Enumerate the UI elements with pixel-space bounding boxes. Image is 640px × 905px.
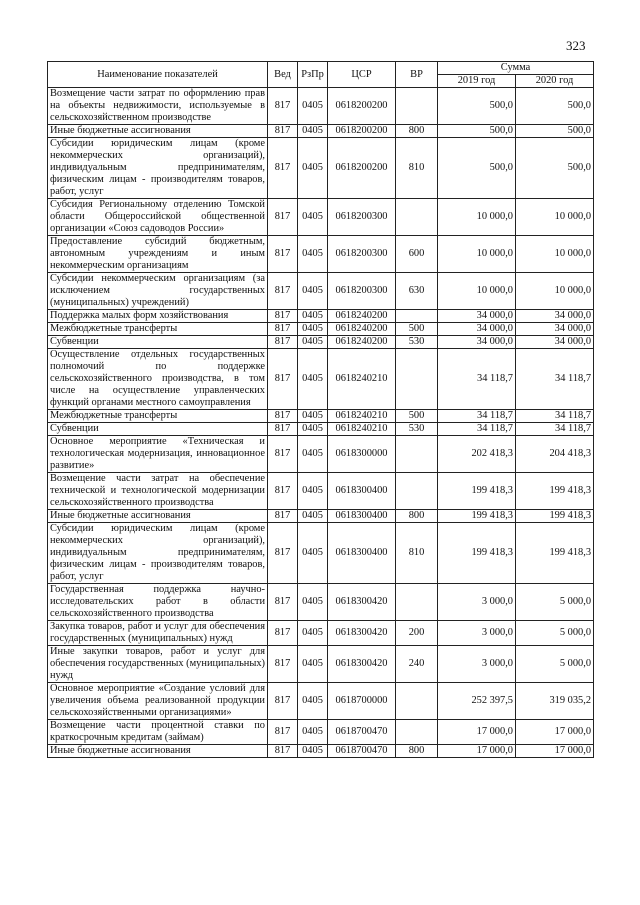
row-name: Закупка товаров, работ и услуг для обеспечения государственных (муниципальных) нужд xyxy=(48,621,268,646)
row-ved: 817 xyxy=(268,683,298,720)
row-ved: 817 xyxy=(268,720,298,745)
row-csr: 0618200300 xyxy=(328,236,396,273)
row-vr: 530 xyxy=(396,423,438,436)
row-vr xyxy=(396,349,438,410)
table-row xyxy=(48,236,594,273)
row-csr: 0618200200 xyxy=(328,88,396,125)
row-sum-2019: 500,0 xyxy=(438,125,516,138)
row-ved: 817 xyxy=(268,310,298,323)
row-sum-2019: 34 118,7 xyxy=(438,423,516,436)
row-name: Иные закупки товаров, работ и услуг для обеспечения государственных (муниципальных) нужд xyxy=(48,646,268,683)
row-csr: 0618200300 xyxy=(328,199,396,236)
row-rzpr: 0405 xyxy=(298,410,328,423)
row-csr: 0618200300 xyxy=(328,273,396,310)
row-vr: 800 xyxy=(396,510,438,523)
row-rzpr: 0405 xyxy=(298,510,328,523)
row-name: Возмещение части затрат по оформлению прав на объекты недвижимости, используемые в сельскохозяйственном производстве xyxy=(48,88,268,125)
row-csr: 0618200200 xyxy=(328,138,396,199)
page-number: 323 xyxy=(566,38,586,53)
row-sum-2020: 10 000,0 xyxy=(516,236,594,273)
row-vr: 530 xyxy=(396,336,438,349)
row-sum-2019: 34 000,0 xyxy=(438,323,516,336)
row-vr xyxy=(396,88,438,125)
table-row xyxy=(48,436,594,473)
row-ved: 817 xyxy=(268,436,298,473)
table-row xyxy=(48,621,594,646)
header-year-2019: 2019 год xyxy=(438,75,516,88)
budget-table xyxy=(47,61,594,758)
row-rzpr: 0405 xyxy=(298,349,328,410)
row-ved: 817 xyxy=(268,125,298,138)
row-sum-2020: 34 000,0 xyxy=(516,336,594,349)
table-row xyxy=(48,646,594,683)
table-row xyxy=(48,310,594,323)
table-row xyxy=(48,423,594,436)
table-row xyxy=(48,349,594,410)
row-rzpr: 0405 xyxy=(298,584,328,621)
row-csr: 0618240210 xyxy=(328,410,396,423)
row-name: Субсидии юридическим лицам (кроме некоммерческих организаций), индивидуальным предпринимателям, физическим лицам - производителям товаров, работ, услуг xyxy=(48,523,268,584)
header-name: Наименование показателей xyxy=(48,62,268,88)
row-ved: 817 xyxy=(268,523,298,584)
row-rzpr: 0405 xyxy=(298,683,328,720)
row-name: Межбюджетные трансферты xyxy=(48,410,268,423)
row-rzpr: 0405 xyxy=(298,436,328,473)
row-rzpr: 0405 xyxy=(298,336,328,349)
row-rzpr: 0405 xyxy=(298,88,328,125)
row-csr: 0618300420 xyxy=(328,621,396,646)
row-name: Субвенции xyxy=(48,336,268,349)
row-rzpr: 0405 xyxy=(298,125,328,138)
row-ved: 817 xyxy=(268,236,298,273)
row-name: Основное мероприятие «Создание условий для увеличения объема реализованной продукции сельскохозяйственными организациями» xyxy=(48,683,268,720)
header-rzpr: РзПр xyxy=(298,62,328,88)
row-csr: 0618700000 xyxy=(328,683,396,720)
row-csr: 0618700470 xyxy=(328,720,396,745)
header-ved: Вед xyxy=(268,62,298,88)
header-vr: ВР xyxy=(396,62,438,88)
table-row xyxy=(48,410,594,423)
row-ved: 817 xyxy=(268,745,298,758)
header-year-2020: 2020 год xyxy=(516,75,594,88)
row-name: Субсидии некоммерческим организациям (за исключением государственных (муниципальных) учреждений) xyxy=(48,273,268,310)
row-name: Предоставление субсидий бюджетным, автономным учреждениям и иным некоммерческим организациям xyxy=(48,236,268,273)
row-csr: 0618300400 xyxy=(328,473,396,510)
row-sum-2019: 3 000,0 xyxy=(438,584,516,621)
row-vr: 800 xyxy=(396,125,438,138)
row-rzpr: 0405 xyxy=(298,523,328,584)
row-csr: 0618300420 xyxy=(328,646,396,683)
header-sum: Сумма xyxy=(438,62,594,75)
row-sum-2020: 5 000,0 xyxy=(516,621,594,646)
row-rzpr: 0405 xyxy=(298,473,328,510)
row-sum-2020: 500,0 xyxy=(516,125,594,138)
row-vr: 800 xyxy=(396,745,438,758)
row-vr: 810 xyxy=(396,138,438,199)
row-ved: 817 xyxy=(268,510,298,523)
row-sum-2019: 34 000,0 xyxy=(438,336,516,349)
row-rzpr: 0405 xyxy=(298,138,328,199)
row-sum-2019: 34 000,0 xyxy=(438,310,516,323)
row-rzpr: 0405 xyxy=(298,720,328,745)
row-vr: 630 xyxy=(396,273,438,310)
row-ved: 817 xyxy=(268,336,298,349)
row-sum-2020: 10 000,0 xyxy=(516,273,594,310)
row-name: Основное мероприятие «Техническая и технологическая модернизация, инновационное развитие» xyxy=(48,436,268,473)
table-row xyxy=(48,720,594,745)
row-sum-2020: 199 418,3 xyxy=(516,510,594,523)
row-ved: 817 xyxy=(268,473,298,510)
row-sum-2020: 34 118,7 xyxy=(516,423,594,436)
row-ved: 817 xyxy=(268,199,298,236)
row-vr: 500 xyxy=(396,410,438,423)
row-csr: 0618300420 xyxy=(328,584,396,621)
row-csr: 0618240210 xyxy=(328,349,396,410)
row-rzpr: 0405 xyxy=(298,621,328,646)
row-vr xyxy=(396,584,438,621)
table-row xyxy=(48,125,594,138)
row-vr: 200 xyxy=(396,621,438,646)
row-sum-2020: 10 000,0 xyxy=(516,199,594,236)
table-row xyxy=(48,523,594,584)
row-csr: 0618240200 xyxy=(328,323,396,336)
row-ved: 817 xyxy=(268,646,298,683)
row-sum-2019: 3 000,0 xyxy=(438,646,516,683)
row-rzpr: 0405 xyxy=(298,646,328,683)
row-sum-2020: 34 000,0 xyxy=(516,323,594,336)
row-ved: 817 xyxy=(268,138,298,199)
row-csr: 0618240210 xyxy=(328,423,396,436)
row-rzpr: 0405 xyxy=(298,745,328,758)
row-sum-2019: 34 118,7 xyxy=(438,410,516,423)
table-row xyxy=(48,683,594,720)
row-csr: 0618300000 xyxy=(328,436,396,473)
table-row xyxy=(48,88,594,125)
row-rzpr: 0405 xyxy=(298,323,328,336)
table-row xyxy=(48,273,594,310)
row-sum-2020: 5 000,0 xyxy=(516,584,594,621)
row-csr: 0618700470 xyxy=(328,745,396,758)
row-sum-2020: 5 000,0 xyxy=(516,646,594,683)
row-sum-2020: 34 000,0 xyxy=(516,310,594,323)
row-sum-2019: 10 000,0 xyxy=(438,199,516,236)
row-vr xyxy=(396,473,438,510)
row-name: Субсидия Региональному отделению Томской области Общероссийской общественной организации «Союз садоводов России» xyxy=(48,199,268,236)
row-sum-2019: 199 418,3 xyxy=(438,473,516,510)
row-sum-2019: 17 000,0 xyxy=(438,745,516,758)
row-sum-2019: 199 418,3 xyxy=(438,523,516,584)
row-sum-2019: 202 418,3 xyxy=(438,436,516,473)
row-name: Субсидии юридическим лицам (кроме некоммерческих организаций), индивидуальным предпринимателям, физическим лицам - производителям товаров, работ, услуг xyxy=(48,138,268,199)
row-rzpr: 0405 xyxy=(298,199,328,236)
row-rzpr: 0405 xyxy=(298,236,328,273)
row-csr: 0618300400 xyxy=(328,510,396,523)
row-csr: 0618240200 xyxy=(328,310,396,323)
row-sum-2019: 500,0 xyxy=(438,138,516,199)
row-ved: 817 xyxy=(268,88,298,125)
row-name: Иные бюджетные ассигнования xyxy=(48,125,268,138)
row-name: Государственная поддержка научно-исследовательских работ в области сельскохозяйственного производства xyxy=(48,584,268,621)
row-name: Иные бюджетные ассигнования xyxy=(48,745,268,758)
row-csr: 0618300400 xyxy=(328,523,396,584)
row-name: Иные бюджетные ассигнования xyxy=(48,510,268,523)
row-sum-2020: 17 000,0 xyxy=(516,745,594,758)
row-sum-2019: 10 000,0 xyxy=(438,236,516,273)
row-name: Межбюджетные трансферты xyxy=(48,323,268,336)
row-sum-2019: 34 118,7 xyxy=(438,349,516,410)
row-csr: 0618240200 xyxy=(328,336,396,349)
row-vr: 240 xyxy=(396,646,438,683)
row-vr xyxy=(396,683,438,720)
row-sum-2019: 500,0 xyxy=(438,88,516,125)
table-row xyxy=(48,745,594,758)
table-row xyxy=(48,336,594,349)
row-sum-2019: 199 418,3 xyxy=(438,510,516,523)
row-ved: 817 xyxy=(268,584,298,621)
row-sum-2020: 17 000,0 xyxy=(516,720,594,745)
row-ved: 817 xyxy=(268,349,298,410)
row-sum-2020: 500,0 xyxy=(516,88,594,125)
row-rzpr: 0405 xyxy=(298,310,328,323)
row-ved: 817 xyxy=(268,410,298,423)
row-vr: 600 xyxy=(396,236,438,273)
table-row xyxy=(48,473,594,510)
table-row xyxy=(48,138,594,199)
table-row xyxy=(48,584,594,621)
table-row xyxy=(48,510,594,523)
row-sum-2020: 34 118,7 xyxy=(516,349,594,410)
row-name: Возмещение части затрат на обеспечение технической и технологической модернизации сельскохозяйственного производства xyxy=(48,473,268,510)
row-sum-2020: 199 418,3 xyxy=(516,523,594,584)
row-sum-2020: 319 035,2 xyxy=(516,683,594,720)
row-sum-2019: 3 000,0 xyxy=(438,621,516,646)
row-sum-2019: 10 000,0 xyxy=(438,273,516,310)
table-row xyxy=(48,199,594,236)
row-ved: 817 xyxy=(268,621,298,646)
row-sum-2020: 500,0 xyxy=(516,138,594,199)
row-rzpr: 0405 xyxy=(298,423,328,436)
row-name: Поддержка малых форм хозяйствования xyxy=(48,310,268,323)
row-ved: 817 xyxy=(268,423,298,436)
row-vr: 810 xyxy=(396,523,438,584)
table-row xyxy=(48,323,594,336)
header-csr: ЦСР xyxy=(328,62,396,88)
row-sum-2019: 252 397,5 xyxy=(438,683,516,720)
row-name: Субвенции xyxy=(48,423,268,436)
row-sum-2019: 17 000,0 xyxy=(438,720,516,745)
row-rzpr: 0405 xyxy=(298,273,328,310)
row-vr xyxy=(396,199,438,236)
row-ved: 817 xyxy=(268,323,298,336)
row-vr: 500 xyxy=(396,323,438,336)
row-vr xyxy=(396,720,438,745)
row-ved: 817 xyxy=(268,273,298,310)
row-sum-2020: 34 118,7 xyxy=(516,410,594,423)
row-name: Осуществление отдельных государственных полномочий по поддержке сельскохозяйственного производства, в том числе на осуществление управленческих функций органами местного самоуправления xyxy=(48,349,268,410)
row-name: Возмещение части процентной ставки по краткосрочным кредитам (займам) xyxy=(48,720,268,745)
row-sum-2020: 199 418,3 xyxy=(516,473,594,510)
row-vr xyxy=(396,310,438,323)
row-vr xyxy=(396,436,438,473)
row-csr: 0618200200 xyxy=(328,125,396,138)
table-body xyxy=(48,88,594,758)
row-sum-2020: 204 418,3 xyxy=(516,436,594,473)
